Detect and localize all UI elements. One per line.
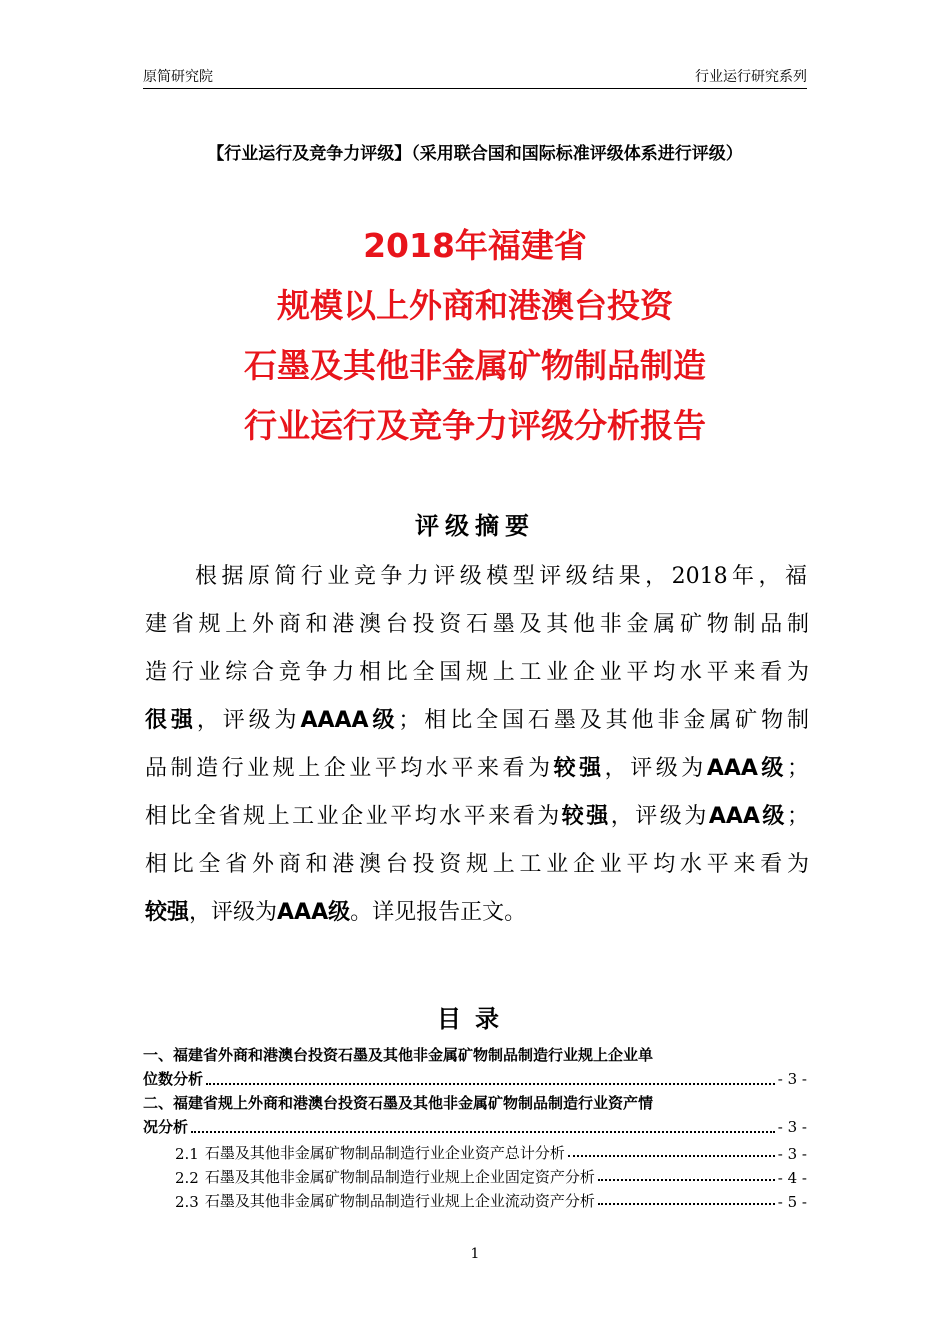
toc-page-number: - 3 - xyxy=(777,1070,807,1088)
toc-sub-title: 石墨及其他非金属矿物制品制造行业规上企业流动资产分析 xyxy=(204,1192,595,1210)
toc-sub-entry[interactable] xyxy=(175,1139,807,1163)
summary-text: 根据原简行业竞争力评级模型评级结果，2018年，福 xyxy=(195,564,807,589)
toc-leader xyxy=(598,1179,775,1181)
summary-line xyxy=(145,799,809,835)
summary-text: ，评级为 xyxy=(610,804,709,829)
summary-text: ； xyxy=(786,756,809,781)
summary-line xyxy=(145,607,809,643)
summary-line xyxy=(145,703,809,739)
summary-line xyxy=(145,847,809,883)
toc-sub-number: 2.1 xyxy=(175,1145,199,1163)
toc-leader xyxy=(598,1203,775,1205)
toc-leader xyxy=(191,1130,775,1133)
report-title-line-3: 石墨及其他非金属矿物制品制造 xyxy=(244,346,706,385)
summary-text: 建省规上外商和港澳台投资石墨及其他非金属矿物制品制 xyxy=(145,612,809,637)
summary-emphasis: AAA级 xyxy=(277,900,351,925)
toc-heading: 目录 xyxy=(437,1005,513,1033)
toc-entry[interactable] xyxy=(143,1043,807,1091)
summary-text: ，评级为 xyxy=(604,756,707,781)
toc-sub-entry[interactable] xyxy=(175,1163,807,1187)
summary-text: ；相比全国石墨及其他非金属矿物制 xyxy=(398,708,809,733)
page-header xyxy=(143,66,807,89)
toc-page-number: - 4 - xyxy=(777,1169,807,1187)
summary-line xyxy=(145,895,809,931)
toc-entry[interactable] xyxy=(143,1091,807,1139)
toc-entry-title: 二、福建省规上外商和港澳台投资石墨及其他非金属矿物制品制造行业资产情 xyxy=(143,1094,654,1112)
summary-line xyxy=(195,559,807,595)
summary-text: 造行业综合竞争力相比全国规上工业企业平均水平来看为 xyxy=(145,660,809,685)
toc-leader xyxy=(568,1155,775,1157)
summary-line xyxy=(145,751,809,787)
report-title-line-1: 2018年福建省 xyxy=(363,226,587,265)
summary-emphasis: AAA级 xyxy=(708,804,787,829)
summary-text: 。详见报告正文。 xyxy=(350,900,527,925)
toc-sub-number: 2.2 xyxy=(175,1169,199,1187)
toc-entry-title-cont: 位数分析 xyxy=(143,1070,204,1088)
toc-entry-title-cont: 况分析 xyxy=(143,1118,189,1136)
page-number: 1 xyxy=(470,1246,480,1262)
summary-emphasis: 较强 xyxy=(145,900,190,925)
summary-text: 品制造行业规上企业平均水平来看为 xyxy=(145,756,554,781)
summary-text: 相比全省规上工业企业平均水平来看为 xyxy=(145,804,562,829)
summary-emphasis: 较强 xyxy=(553,756,605,781)
summary-emphasis: 很强 xyxy=(145,708,197,733)
summary-text: ，评级为 xyxy=(189,900,278,925)
toc-sub-title: 石墨及其他非金属矿物制品制造行业规上企业固定资产分析 xyxy=(204,1168,595,1186)
header-series: 行业运行研究系列 xyxy=(695,69,807,85)
report-title-line-4: 行业运行及竞争力评级分析报告 xyxy=(244,406,706,445)
toc-sub-number: 2.3 xyxy=(175,1193,199,1211)
summary-line xyxy=(145,655,809,691)
toc-leader xyxy=(206,1082,775,1085)
toc-page-number: - 3 - xyxy=(777,1118,807,1136)
rating-note: 【行业运行及竞争力评级】（采用联合国和国际标准评级体系进行评级） xyxy=(207,144,743,164)
toc-entry-title: 一、福建省外商和港澳台投资石墨及其他非金属矿物制品制造行业规上企业单 xyxy=(143,1046,654,1064)
summary-emphasis: AAAA级 xyxy=(300,708,399,733)
summary-heading: 评级摘要 xyxy=(415,512,535,540)
toc-sub-title: 石墨及其他非金属矿物制品制造行业企业资产总计分析 xyxy=(204,1144,565,1162)
header-org: 原简研究院 xyxy=(143,69,213,85)
toc-page-number: - 5 - xyxy=(777,1193,807,1211)
summary-text: 相比全省外商和港澳台投资规上工业企业平均水平来看为 xyxy=(145,852,809,877)
summary-emphasis: AAA级 xyxy=(706,756,787,781)
summary-text: ； xyxy=(786,804,809,829)
summary-emphasis: 较强 xyxy=(561,804,611,829)
summary-text: ，评级为 xyxy=(196,708,301,733)
toc-sub-entry[interactable] xyxy=(175,1187,807,1211)
toc-page-number: - 3 - xyxy=(777,1145,807,1163)
report-title-line-2: 规模以上外商和港澳台投资 xyxy=(277,286,673,325)
